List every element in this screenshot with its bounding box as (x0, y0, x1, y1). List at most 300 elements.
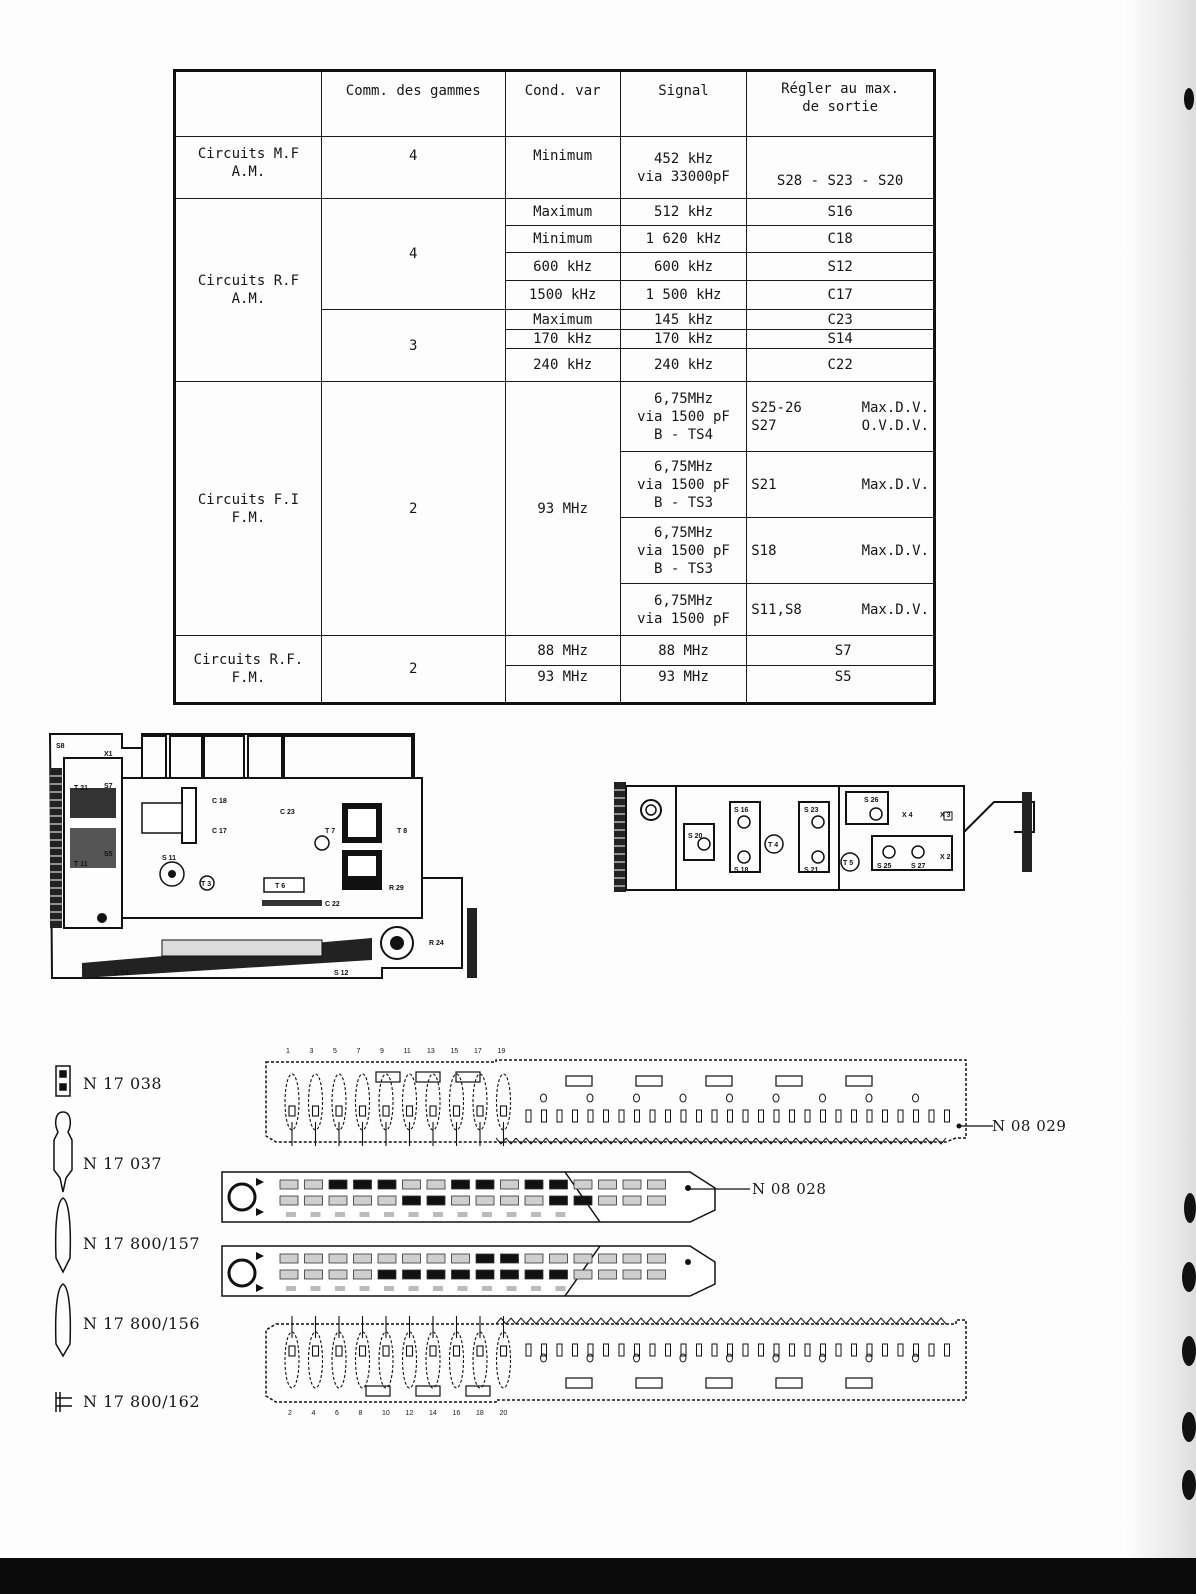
board-hole (587, 1094, 593, 1102)
fi-adjust-1a: S25-26 (751, 399, 802, 416)
board-slot (883, 1110, 888, 1122)
pin-slot (289, 1346, 295, 1356)
contact-pad (427, 1254, 445, 1263)
pin-number: 7 (356, 1048, 361, 1055)
board-slot (573, 1110, 578, 1122)
mf-cond: Minimum (505, 137, 620, 199)
contact-pad (599, 1254, 617, 1263)
fi-signal-via: via 1500 pF (637, 610, 730, 627)
label-t5: T 5 (843, 860, 854, 867)
contact-pad (452, 1270, 470, 1279)
board-slot (898, 1110, 903, 1122)
label-c18: C 18 (212, 798, 227, 805)
board-slot (526, 1344, 531, 1356)
contact-pad (623, 1180, 641, 1189)
long-pin-icon (56, 1284, 71, 1356)
pin-contour (332, 1332, 346, 1388)
pin-slot (360, 1346, 366, 1356)
mf-signal-via: via 33000pF (637, 168, 730, 185)
rf-adjust-1: C18 (747, 226, 935, 253)
pin-number: 2 (288, 1410, 292, 1417)
board-slot (635, 1110, 640, 1122)
board-hole (773, 1354, 779, 1362)
rffm-signal-1: 93 MHz (620, 666, 746, 704)
rffm-cond-1: 93 MHz (505, 666, 620, 704)
contact-pad (354, 1270, 372, 1279)
board-slot (557, 1344, 562, 1356)
label-s18: S 18 (734, 867, 749, 874)
part-code: N 17 800/162 (83, 1392, 200, 1411)
board-slot (898, 1344, 903, 1356)
contact-pad (329, 1270, 347, 1279)
chassis-diagram-left (42, 728, 492, 1000)
mf-label-cell (175, 137, 322, 199)
pin-contour (403, 1332, 417, 1388)
pin-number: 9 (380, 1048, 384, 1055)
contact-dot (311, 1286, 321, 1291)
contact-dot (507, 1286, 517, 1291)
contact-pad (476, 1196, 494, 1205)
fi-cond: 93 MHz (505, 382, 620, 636)
pin-number: 6 (335, 1410, 339, 1417)
rf-cond-6: 240 kHz (505, 349, 620, 382)
board-slot (712, 1110, 717, 1122)
mf-adjust: S28 - S23 - S20 (747, 137, 935, 199)
fi-signal-point: B - TS3 (654, 560, 714, 577)
fi-signal-freq: 6,75MHz (654, 458, 714, 475)
board-hole (634, 1354, 640, 1362)
fi-label-cell (175, 382, 322, 636)
contact-dot (482, 1286, 492, 1291)
contact-dot (335, 1286, 345, 1291)
pin-contour (356, 1074, 370, 1130)
contact-pad (501, 1180, 519, 1189)
long-pin-icon (56, 1198, 71, 1272)
contact-dot (556, 1286, 566, 1291)
board-hole (820, 1354, 826, 1362)
contact-pad (403, 1180, 421, 1189)
label-c23: C 23 (280, 809, 295, 816)
fi-adjust-2b: Max.D.V. (861, 476, 929, 493)
contact-dot (458, 1212, 468, 1217)
pin-number: 16 (452, 1410, 461, 1417)
board-slot (712, 1344, 717, 1356)
pin-contour (309, 1332, 323, 1388)
label-s14: S 14 (114, 970, 129, 977)
board-hole (727, 1094, 733, 1102)
contact-pad (648, 1196, 666, 1205)
pin-contour (450, 1332, 464, 1388)
header-empty (175, 71, 322, 137)
rffm-label-sub: F.M. (231, 670, 266, 686)
contact-pad (476, 1254, 494, 1263)
contact-pad (574, 1270, 592, 1279)
pin-number: 3 (309, 1048, 314, 1055)
pin-slot (501, 1346, 507, 1356)
board-slot (728, 1110, 733, 1122)
contact-dot (409, 1286, 419, 1291)
contact-pad (574, 1196, 592, 1205)
header-cond: Cond. var (505, 71, 620, 137)
contact-pad (550, 1196, 568, 1205)
board-slot (867, 1110, 872, 1122)
binding-hole (1182, 1412, 1196, 1442)
pin-number: 18 (476, 1410, 484, 1417)
label-t4: T 4 (768, 842, 779, 849)
pin-slot (360, 1106, 366, 1116)
contact-pad (501, 1254, 519, 1263)
board-slot (929, 1344, 934, 1356)
contact-dot (384, 1212, 394, 1217)
contact-dot (433, 1212, 443, 1217)
label-s7: S7 (104, 783, 113, 790)
contact-pad (476, 1270, 494, 1279)
pin-number: 8 (358, 1410, 363, 1417)
contact-pad (305, 1180, 323, 1189)
board-slot (759, 1110, 764, 1122)
pin-slot (430, 1346, 436, 1356)
table-row (175, 199, 935, 226)
contact-dot (458, 1286, 468, 1291)
contact-pad (452, 1196, 470, 1205)
pin-terminal-icon (54, 1112, 72, 1192)
board-slot (805, 1110, 810, 1122)
fi-adjust-cell-0 (747, 382, 935, 452)
contact-dot (409, 1212, 419, 1217)
pin-slot (313, 1346, 319, 1356)
pin-contour (285, 1332, 299, 1388)
pin-number: 15 (450, 1048, 459, 1055)
fi-signal-cell-3 (620, 584, 746, 636)
contact-pad (648, 1180, 666, 1189)
board-slot (836, 1344, 841, 1356)
rffm-adjust-1: S5 (747, 666, 935, 704)
pin-slot (477, 1346, 483, 1356)
fi-adjust-cell-2 (747, 518, 935, 584)
contact-pad (525, 1196, 543, 1205)
contact-pad (623, 1254, 641, 1263)
board-slot (774, 1110, 779, 1122)
pin-slot (454, 1346, 460, 1356)
header-signal: Signal (620, 71, 746, 137)
contact-pad (329, 1180, 347, 1189)
mf-signal: 452 kHz (654, 150, 714, 167)
pin-contour (332, 1074, 346, 1130)
fi-adjust-1d: O.V.D.V. (861, 417, 929, 434)
leader-line-mid (686, 1183, 752, 1195)
board-ref-top: N 08 029 (992, 1117, 1067, 1135)
mf-signal-cell (620, 137, 746, 199)
board-slot (588, 1110, 593, 1122)
contact-dot (335, 1212, 345, 1217)
mf-range: 4 (321, 137, 505, 199)
board-ref-mid: N 08 028 (752, 1180, 827, 1198)
label-t7: T 7 (325, 828, 336, 835)
contact-pad (501, 1270, 519, 1279)
pin-number: 1 (286, 1048, 290, 1055)
pin-slot (336, 1346, 342, 1356)
contact-pad (501, 1196, 519, 1205)
rf-adjust-5: S14 (747, 330, 935, 349)
fi-range: 2 (321, 382, 505, 636)
label-s8: S8 (56, 743, 65, 750)
board-slot (619, 1110, 624, 1122)
board-slot (914, 1110, 919, 1122)
contact-dot (360, 1212, 370, 1217)
board-slot (945, 1110, 950, 1122)
contact-pad (354, 1254, 372, 1263)
contact-pad (403, 1196, 421, 1205)
rf-adjust-4: C23 (747, 310, 935, 330)
pin-number: 14 (429, 1410, 437, 1417)
board-slot (852, 1344, 857, 1356)
fi-signal-via: via 1500 pF (637, 476, 730, 493)
contact-pad (280, 1196, 298, 1205)
label-x1: X1 (104, 751, 113, 758)
label-s11: S 11 (162, 855, 177, 862)
board-slot (666, 1110, 671, 1122)
contact-dot (531, 1286, 541, 1291)
board-slot (650, 1344, 655, 1356)
contact-pad (623, 1270, 641, 1279)
label-c17: C 17 (212, 828, 227, 835)
pin-number: 5 (333, 1048, 337, 1055)
fi-adjust-3a: S18 (751, 542, 777, 559)
alignment-table (173, 69, 936, 705)
header-range: Comm. des gammes (321, 71, 505, 137)
label-r29: R 29 (389, 885, 404, 892)
board-hole (866, 1094, 872, 1102)
binding-hole (1182, 1336, 1196, 1366)
pin-slot (313, 1106, 319, 1116)
binding-hole (1182, 1262, 1196, 1292)
contact-dot (286, 1286, 296, 1291)
label-s25: S 25 (877, 863, 892, 870)
rffm-cond-0: 88 MHz (505, 636, 620, 666)
rf-label-cell (175, 199, 322, 382)
rf-cond-0: Maximum (505, 199, 620, 226)
board-mid-1 (220, 1168, 720, 1228)
fi-adjust-1c: S27 (751, 417, 777, 434)
board-slot (929, 1110, 934, 1122)
rf-adjust-3: C17 (747, 281, 935, 310)
label-r24: R 24 (429, 940, 444, 947)
contact-pad (648, 1254, 666, 1263)
contact-dot (556, 1212, 566, 1217)
contact-dot (531, 1212, 541, 1217)
contact-pad (305, 1270, 323, 1279)
label-s5: S5 (104, 851, 113, 858)
contact-pad (599, 1196, 617, 1205)
rf-cond-2: 600 kHz (505, 253, 620, 281)
table-header-row (175, 71, 935, 137)
contact-pad (280, 1180, 298, 1189)
contact-pad (427, 1270, 445, 1279)
board-hole (773, 1094, 779, 1102)
pin-slot (336, 1106, 342, 1116)
board-slot (557, 1110, 562, 1122)
board-slot (821, 1110, 826, 1122)
pin-number: 11 (403, 1048, 411, 1055)
contact-dot (482, 1212, 492, 1217)
label-x2: X 2 (940, 854, 951, 861)
fi-signal-point: B - TS4 (654, 426, 714, 443)
binding-hole (1184, 88, 1194, 110)
contact-pad (599, 1180, 617, 1189)
board-hole (680, 1354, 686, 1362)
rf-signal-3: 1 500 kHz (620, 281, 746, 310)
pin-slot (454, 1106, 460, 1116)
label-s12: S 12 (334, 970, 349, 977)
part-code: N 17 038 (83, 1074, 163, 1093)
contact-pad (427, 1180, 445, 1189)
contact-dot (360, 1286, 370, 1291)
fi-signal-via: via 1500 pF (637, 408, 730, 425)
fi-adjust-4b: Max.D.V. (861, 601, 929, 618)
pin-contour (497, 1332, 511, 1388)
label-x4: X 4 (902, 812, 913, 819)
contact-pad (525, 1254, 543, 1263)
part-icons (48, 1062, 78, 1434)
contact-pad (378, 1270, 396, 1279)
fi-signal-cell-1 (620, 452, 746, 518)
pin-number: 19 (497, 1048, 506, 1055)
board-slot (681, 1110, 686, 1122)
fi-adjust-3b: Max.D.V. (861, 542, 929, 559)
mf-label-sub: A.M. (231, 164, 266, 180)
contact-pad (378, 1180, 396, 1189)
contact-dot (384, 1286, 394, 1291)
fi-adjust-4a: S11,S8 (751, 601, 802, 618)
rf-cond-5: 170 kHz (505, 330, 620, 349)
board-hole (866, 1354, 872, 1362)
label-s26: S 26 (864, 797, 879, 804)
pin-slot (383, 1106, 389, 1116)
board-hole (913, 1094, 919, 1102)
pin-slot (430, 1106, 436, 1116)
board-slot (650, 1110, 655, 1122)
contact-pad (525, 1270, 543, 1279)
contact-pad (280, 1270, 298, 1279)
rf-adjust-2: S12 (747, 253, 935, 281)
contact-dot (286, 1212, 296, 1217)
label-s21: S 21 (804, 867, 819, 874)
rffm-label: Circuits R.F. (193, 652, 304, 668)
board-mid-2 (220, 1242, 720, 1302)
contact-pad (305, 1254, 323, 1263)
contact-pad (574, 1254, 592, 1263)
pin-number: 20 (499, 1410, 508, 1417)
fi-adjust-1b: Max.D.V. (861, 399, 929, 416)
fi-adjust-cell-3 (747, 584, 935, 636)
rf-range-a: 4 (321, 199, 505, 310)
contact-pad (525, 1180, 543, 1189)
board-slot (805, 1344, 810, 1356)
pin-slot (477, 1106, 483, 1116)
board-slot (790, 1110, 795, 1122)
rf-signal-1: 1 620 kHz (620, 226, 746, 253)
board-slot (542, 1110, 547, 1122)
rf-cond-1: Minimum (505, 226, 620, 253)
board-slot (619, 1344, 624, 1356)
board-hole (587, 1354, 593, 1362)
contact-pad (354, 1180, 372, 1189)
contact-pad (354, 1196, 372, 1205)
contact-pad (378, 1196, 396, 1205)
contact-pad (403, 1254, 421, 1263)
pin-slot (407, 1106, 413, 1116)
fi-signal-point: B - TS3 (654, 494, 714, 511)
contact-pad (280, 1254, 298, 1263)
board-hole (541, 1354, 547, 1362)
rf-signal-5: 170 kHz (620, 330, 746, 349)
rf-cond-4: Maximum (505, 310, 620, 330)
fi-signal-cell-2 (620, 518, 746, 584)
fi-signal-freq: 6,75MHz (654, 524, 714, 541)
board-slot (759, 1344, 764, 1356)
contact-dot (311, 1212, 321, 1217)
contact-pad (305, 1196, 323, 1205)
chassis-diagram-right (614, 772, 1064, 912)
contact-dot (433, 1286, 443, 1291)
board-slot (604, 1344, 609, 1356)
contact-pad (452, 1180, 470, 1189)
table-row (175, 382, 935, 452)
board-hole (541, 1094, 547, 1102)
board-hole (634, 1094, 640, 1102)
pin-slot (407, 1346, 413, 1356)
board-slot (526, 1110, 531, 1122)
board-slot (945, 1344, 950, 1356)
board-slot (743, 1344, 748, 1356)
contact-pad (550, 1270, 568, 1279)
fi-signal-freq: 6,75MHz (654, 592, 714, 609)
board-hole (727, 1354, 733, 1362)
rf-adjust-6: C22 (747, 349, 935, 382)
mf-label: Circuits M.F (197, 146, 300, 162)
pin-slot (289, 1106, 295, 1116)
label-t11: T 11 (74, 861, 88, 868)
label-t3: T 3 (201, 881, 212, 888)
board-slot (666, 1344, 671, 1356)
jumper-icon (56, 1392, 72, 1412)
pin-contour (309, 1074, 323, 1130)
part-code: N 17 800/156 (83, 1314, 200, 1333)
part-code: N 17 037 (83, 1154, 163, 1173)
fi-signal-cell-0 (620, 382, 746, 452)
header-adjust: Régler au max. de sortie (747, 71, 935, 137)
contact-pad (574, 1180, 592, 1189)
contact-pad (550, 1180, 568, 1189)
fi-label-sub: F.M. (231, 509, 266, 526)
contact-dot (507, 1212, 517, 1217)
fi-adjust-2a: S21 (751, 476, 777, 493)
pin-contour (285, 1074, 299, 1130)
table-row (175, 636, 935, 666)
contact-pad (623, 1196, 641, 1205)
rf-adjust-0: S16 (747, 199, 935, 226)
contact-pad (427, 1196, 445, 1205)
binding-hole (1182, 1470, 1196, 1500)
rf-signal-6: 240 kHz (620, 349, 746, 382)
board-slot (573, 1344, 578, 1356)
leader-line-top (955, 1120, 995, 1132)
scan-border-bottom (0, 1558, 1196, 1594)
rffm-signal-0: 88 MHz (620, 636, 746, 666)
rffm-adjust-0: S7 (747, 636, 935, 666)
board-slot (883, 1344, 888, 1356)
fi-signal-via: via 1500 pF (637, 542, 730, 559)
